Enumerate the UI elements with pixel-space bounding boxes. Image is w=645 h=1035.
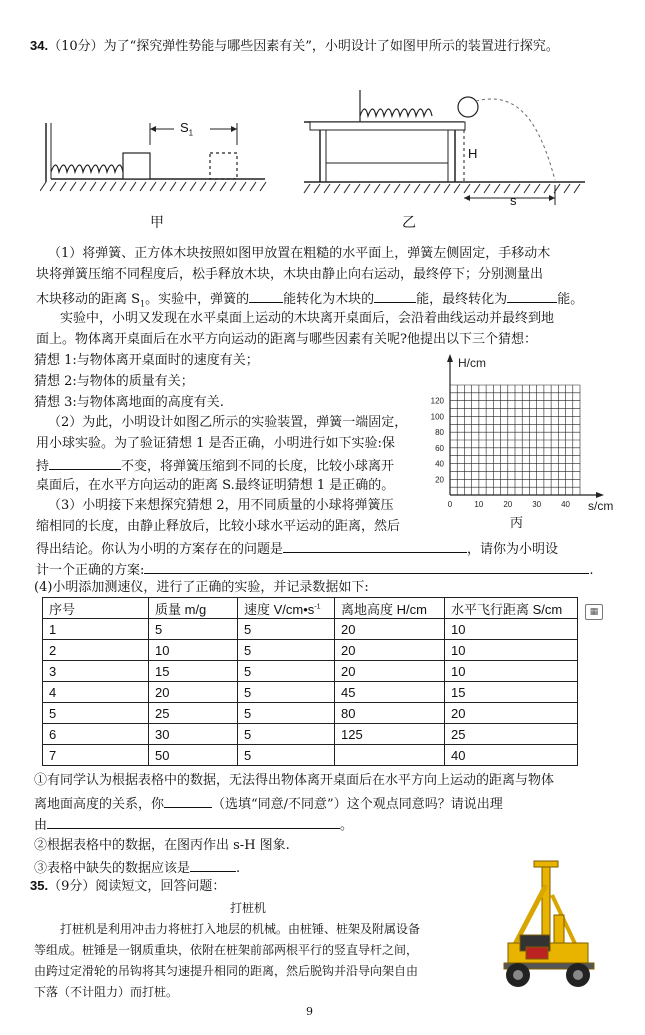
page-number: 9: [306, 1005, 313, 1018]
blank[interactable]: [374, 289, 416, 303]
table-cell: 5: [149, 619, 238, 640]
table-cell: [335, 745, 445, 766]
table-cell: 30: [149, 724, 238, 745]
table-cell: 20: [335, 619, 445, 640]
table-cell: 7: [43, 745, 149, 766]
p1-line3: 木块移动的距离 $S_1$。实验中，弹簧的 能转化为木块的 能，最终转化为 能。: [36, 289, 583, 314]
y-tick-label: 80: [435, 428, 444, 438]
p1-line1: （1）将弹簧、正方体木块按照如图甲放置在粗糙的水平面上，弹簧左侧固定，手移动木: [48, 246, 551, 261]
distance-label: s: [510, 193, 517, 208]
p3-line4: 桌面后，在水平方向运动的距离 S.最终证明猜想 1 是正确的。: [36, 478, 395, 493]
sub2-line: ②根据表格中的数据，在图丙作出 s-H 图象.: [34, 838, 290, 853]
p3-line3: 持 不变，将弹簧压缩到不同的长度，比较小球离开: [36, 456, 394, 476]
data-table: [42, 597, 578, 766]
question-number: 34.: [30, 38, 49, 53]
table-cell: 20: [335, 640, 445, 661]
table-cell: 5: [238, 703, 335, 724]
figure-b-caption: 乙: [402, 215, 416, 231]
graph-caption: 丙: [510, 516, 524, 531]
table-cell: 15: [445, 682, 578, 703]
col-header: 水平飞行距离 S/cm: [445, 598, 578, 619]
table-row: [43, 724, 578, 745]
height-label: H: [468, 146, 478, 161]
table-cell: 1: [43, 619, 149, 640]
dist-label-s1: $S_1$: [180, 120, 194, 138]
question-intro: （9分）阅读短文，回答问题：: [48, 879, 226, 894]
table-cell: 5: [238, 682, 335, 703]
figure-a: [40, 115, 270, 200]
blank[interactable]: [47, 815, 340, 829]
p4-line1: （3）小明接下来想探究猜想 2，用不同质量的小球将弹簧压: [48, 498, 394, 513]
p5-line: (4)小明添加测速仪，进行了正确的实验，并记录数据如下:: [34, 580, 369, 595]
blank[interactable]: [283, 539, 467, 553]
table-cell: 45: [335, 682, 445, 703]
table-cell: 20: [335, 661, 445, 682]
graph-c: [420, 350, 635, 515]
p4-line2: 缩相同的长度，由静止释放后，比较小球水平运动的距离，然后: [36, 519, 401, 534]
table-header-row: [43, 598, 578, 619]
table-row: [43, 745, 578, 766]
blank[interactable]: [190, 858, 236, 872]
table-cell: 10: [149, 640, 238, 661]
table-cell: 4: [43, 682, 149, 703]
col-header: 序号: [43, 598, 149, 619]
table-tool-icon[interactable]: ▦: [585, 604, 603, 620]
table-cell: 25: [445, 724, 578, 745]
p4-line4: 计一个正确的方案: .: [36, 560, 594, 580]
figure-b: [300, 85, 590, 205]
p4-line3: 得出结论。你认为小明的方案存在的问题是 ，请你为小明设: [36, 539, 558, 559]
col-header: 离地高度 H/cm: [335, 598, 445, 619]
article-line3: 由跨过定滑轮的吊钩将其匀速提升相同的距离，然后脱钩并沿导向架自由: [34, 964, 419, 978]
p3-line1: （2）为此，小明设计如图乙所示的实验装置，弹簧一端固定，: [48, 415, 408, 430]
table-cell: 125: [335, 724, 445, 745]
table-cell: 25: [149, 703, 238, 724]
article-line4: 下落（不计阻力）而打桩。: [34, 985, 179, 999]
table-row: [43, 619, 578, 640]
sub1-line1: ①有同学认为根据表格中的数据，无法得出物体离开桌面后在水平方向上运动的距离与物体: [34, 773, 555, 788]
y-axis-label: H/cm: [458, 356, 486, 370]
table-cell: 3: [43, 661, 149, 682]
table-cell: 5: [238, 661, 335, 682]
y-tick-label: 20: [435, 475, 444, 485]
x-tick-label: 10: [474, 500, 484, 509]
y-tick-label: 60: [435, 443, 444, 453]
figure-a-caption: 甲: [150, 215, 164, 231]
table-cell: 2: [43, 640, 149, 661]
table-cell: 5: [238, 640, 335, 661]
article-line2: 等组成。桩锤是一钢质重块，依附在桩架前部两根平行的竖直导杆之间，: [34, 943, 419, 957]
p2-line1: 实验中，小明又发现在水平桌面上运动的木块离开桌面后，会沿着曲线运动并最终到地: [60, 311, 555, 326]
col-header: 速度 $V/cm•s^{-1}$: [238, 598, 335, 619]
question-intro: （10分）为了“探究弹性势能与哪些因素有关”，小明设计了如图甲所示的装置进行探究。: [48, 39, 559, 54]
table-row: [43, 682, 578, 703]
table-cell: 20: [149, 682, 238, 703]
guess-3: 猜想 3:与物体离地面的高度有关.: [34, 395, 224, 410]
x-tick-label: 20: [503, 500, 513, 509]
sub3-line: ③表格中缺失的数据应该是 .: [34, 858, 240, 878]
table-cell: 80: [335, 703, 445, 724]
question-number: 35.: [30, 878, 49, 893]
table-cell: 10: [445, 661, 578, 682]
p3-line2: 用小球实验。为了验证猜想 1 是否正确，小明进行如下实验:保: [36, 436, 395, 451]
table-cell: 10: [445, 619, 578, 640]
x-tick-label: 30: [532, 500, 542, 509]
p1-line2: 块将弹簧压缩不同程度后，松手释放木块，木块由静止向右运动，最终停下；分别测量出: [36, 267, 544, 282]
blank[interactable]: [49, 456, 121, 470]
p2-line2: 面上。物体离开桌面后在水平方向运动的距离与哪些因素有关呢?他提出以下三个猜想：: [36, 332, 537, 347]
sub1-line2: 离地面高度的关系，你 （选填“同意/不同意”）这个观点同意吗？请说出理: [34, 794, 503, 814]
x-axis-label: s/cm: [588, 499, 614, 513]
table-cell: 5: [238, 745, 335, 766]
y-tick-label: 100: [430, 412, 444, 422]
x-tick-label: 40: [561, 500, 571, 509]
article-title: 打桩机: [230, 901, 267, 915]
table-row: [43, 703, 578, 724]
table-cell: 5: [43, 703, 149, 724]
table-cell: 20: [445, 703, 578, 724]
table-row: [43, 661, 578, 682]
x-tick-label: 0: [447, 500, 453, 509]
guess-2: 猜想 2:与物体的质量有关；: [34, 374, 194, 389]
table-row: [43, 640, 578, 661]
table-cell: 6: [43, 724, 149, 745]
table-cell: 15: [149, 661, 238, 682]
table-cell: 5: [238, 724, 335, 745]
blank[interactable]: [249, 289, 283, 303]
article-line1: 打桩机是利用冲击力将桩打入地层的机械。由桩锤、桩架及附属设备: [60, 922, 421, 936]
sub1-line3: 由 。: [34, 815, 353, 835]
table-cell: 5: [238, 619, 335, 640]
y-tick-label: 120: [430, 396, 444, 406]
y-tick-label: 40: [435, 459, 444, 469]
table-cell: 10: [445, 640, 578, 661]
table-cell: 40: [445, 745, 578, 766]
blank[interactable]: [164, 794, 212, 808]
col-header: 质量 m/g: [149, 598, 238, 619]
table-cell: 50: [149, 745, 238, 766]
blank[interactable]: [144, 560, 589, 574]
guess-1: 猜想 1:与物体离开桌面时的速度有关；: [34, 353, 259, 368]
blank[interactable]: [507, 289, 557, 303]
pile-driver-image: [490, 855, 600, 995]
